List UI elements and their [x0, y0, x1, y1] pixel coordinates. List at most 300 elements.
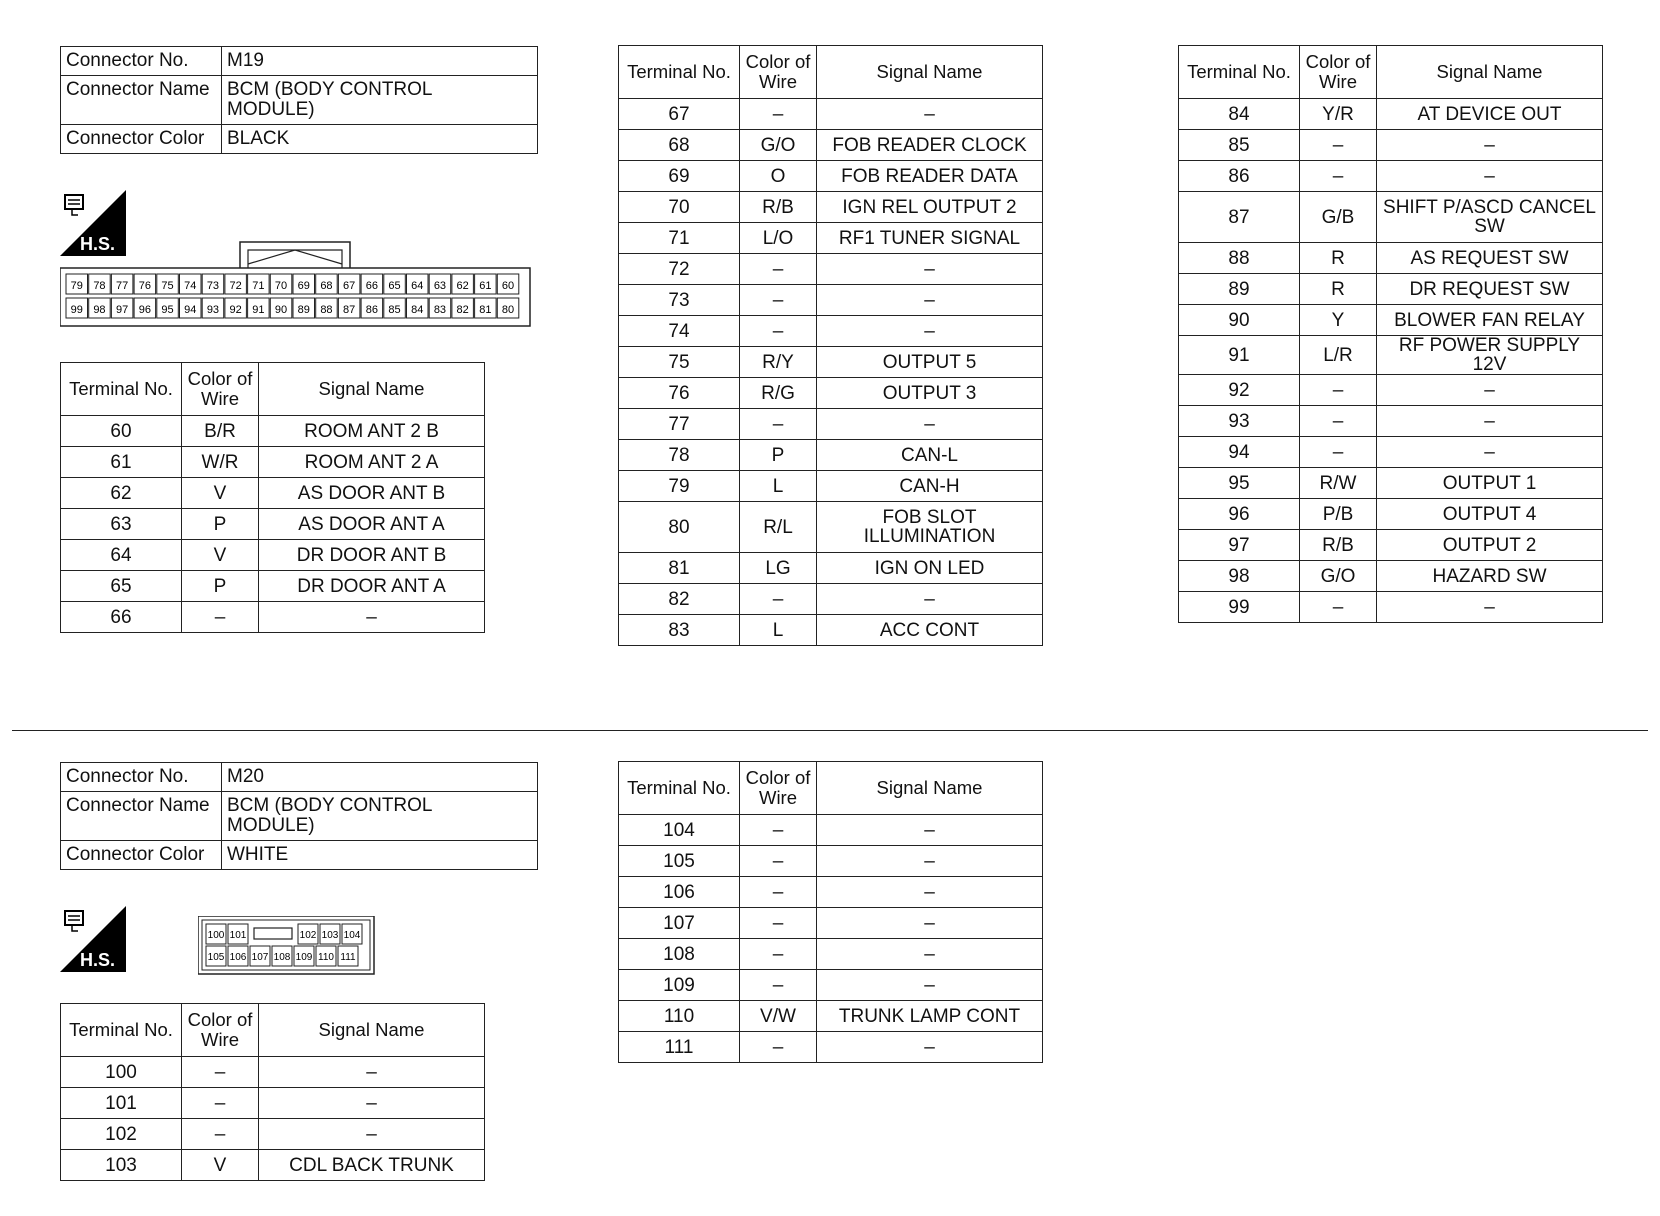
signal-name-cell: – [817, 316, 1043, 347]
wire-color-cell: – [740, 254, 817, 285]
color-of-wire-header: Color of Wire [182, 1004, 259, 1057]
terminal-no-cell: 85 [1179, 130, 1300, 161]
wire-color-cell: V/W [740, 1001, 817, 1032]
connector-pin-label: 72 [229, 280, 242, 292]
color-of-wire-header: Color of Wire [1300, 46, 1377, 99]
wire-color-cell: R/B [740, 192, 817, 223]
signal-name-cell: – [817, 1032, 1043, 1063]
signal-name-cell: ROOM ANT 2 A [259, 447, 485, 478]
signal-name-cell: – [1377, 437, 1603, 468]
wire-color-cell: – [1300, 161, 1377, 192]
terminal-no-cell: 100 [61, 1057, 182, 1088]
section-divider [12, 730, 1648, 731]
m19-terminal-table-2 [618, 45, 1043, 646]
svg-text:H.S.: H.S. [80, 234, 116, 254]
table-row [61, 540, 485, 571]
connector-pin-label: 71 [252, 280, 265, 292]
table-row [1179, 375, 1603, 406]
terminal-no-cell: 87 [1179, 192, 1300, 243]
connector-pin-label: 85 [388, 304, 401, 316]
m19-connector-info [60, 46, 538, 154]
wire-color-cell: L/O [740, 223, 817, 254]
signal-name-cell: – [259, 1119, 485, 1150]
signal-name-cell: AT DEVICE OUT [1377, 99, 1603, 130]
table-row [619, 502, 1043, 553]
terminal-no-cell: 75 [619, 347, 740, 378]
connector-pin-label: 102 [299, 930, 317, 941]
wire-color-cell: – [740, 285, 817, 316]
signal-name-cell: TRUNK LAMP CONT [817, 1001, 1043, 1032]
signal-name-cell: – [817, 877, 1043, 908]
signal-name-cell: ROOM ANT 2 B [259, 416, 485, 447]
terminal-no-cell: 66 [61, 602, 182, 633]
connector-pin-label: 105 [207, 952, 225, 963]
connector-pin-label: 60 [501, 280, 515, 292]
wire-color-cell: O [740, 161, 817, 192]
terminal-no-header: Terminal No. [61, 363, 182, 416]
wire-color-cell: R/W [1300, 468, 1377, 499]
terminal-no-cell: 108 [619, 939, 740, 970]
connector-name-value: BCM (BODY CONTROL MODULE) [222, 76, 538, 125]
wire-color-cell: – [740, 815, 817, 846]
terminal-no-cell: 69 [619, 161, 740, 192]
terminal-no-header: Terminal No. [619, 46, 740, 99]
terminal-no-cell: 84 [1179, 99, 1300, 130]
table-row [1179, 243, 1603, 274]
wire-color-cell: – [740, 846, 817, 877]
signal-name-cell: CDL BACK TRUNK [259, 1150, 485, 1181]
table-row [1179, 336, 1603, 375]
wire-color-cell: R [1300, 243, 1377, 274]
table-row [1179, 468, 1603, 499]
signal-name-cell: AS REQUEST SW [1377, 243, 1603, 274]
terminal-no-cell: 96 [1179, 499, 1300, 530]
signal-name-cell: – [817, 815, 1043, 846]
wire-color-cell: V [182, 540, 259, 571]
terminal-no-header: Terminal No. [619, 762, 740, 815]
signal-name-cell: – [817, 939, 1043, 970]
m19-connector-face [60, 240, 532, 335]
table-row [619, 254, 1043, 285]
terminal-no-cell: 88 [1179, 243, 1300, 274]
connector-pin-label: 84 [411, 304, 424, 316]
connector-color-value: WHITE [222, 841, 538, 870]
m19-info-table [60, 46, 538, 154]
connector-pin-label: 68 [320, 280, 333, 292]
connector-pin-label: 63 [433, 280, 447, 292]
terminal-table [1178, 45, 1603, 623]
terminal-table [60, 362, 485, 633]
connector-pin-label: 111 [340, 952, 356, 963]
connector-pin-label: 86 [365, 304, 378, 316]
terminal-no-cell: 89 [1179, 274, 1300, 305]
table-row [619, 316, 1043, 347]
connector-pin-label: 109 [295, 952, 313, 963]
table-row [619, 378, 1043, 409]
table-row [1179, 305, 1603, 336]
terminal-no-cell: 72 [619, 254, 740, 285]
table-row [619, 440, 1043, 471]
connector-no-value: M20 [222, 763, 538, 792]
terminal-no-cell: 80 [619, 502, 740, 553]
connector-name-label: Connector Name [61, 792, 222, 841]
m20-terminal-table-2 [618, 761, 1043, 1063]
color-of-wire-header: Color of Wire [740, 762, 817, 815]
signal-name-cell: IGN ON LED [817, 553, 1043, 584]
m19-terminal-table-3 [1178, 45, 1603, 623]
color-of-wire-header: Color of Wire [182, 363, 259, 416]
signal-name-cell: CAN-H [817, 471, 1043, 502]
signal-name-cell: RF1 TUNER SIGNAL [817, 223, 1043, 254]
connector-pin-label: 62 [456, 280, 469, 292]
table-row [619, 409, 1043, 440]
wire-color-cell: G/B [1300, 192, 1377, 243]
table-row [1179, 161, 1603, 192]
wire-color-cell: – [740, 409, 817, 440]
connector-pin-label: 77 [116, 280, 129, 292]
signal-name-cell: – [1377, 375, 1603, 406]
table-row [619, 970, 1043, 1001]
connector-pin-label: 103 [321, 930, 339, 941]
signal-name-cell: ACC CONT [817, 615, 1043, 646]
terminal-no-cell: 86 [1179, 161, 1300, 192]
connector-pin-label: 73 [206, 280, 220, 292]
terminal-no-cell: 78 [619, 440, 740, 471]
table-row [619, 615, 1043, 646]
connector-pin-label: 76 [138, 280, 151, 292]
signal-name-cell: – [259, 1088, 485, 1119]
terminal-no-cell: 70 [619, 192, 740, 223]
wire-color-cell: – [182, 1119, 259, 1150]
signal-name-cell: – [817, 409, 1043, 440]
connector-pin-label: 69 [297, 280, 310, 292]
wire-color-cell: – [1300, 130, 1377, 161]
signal-name-cell: – [817, 99, 1043, 130]
table-row [1179, 192, 1603, 243]
table-row [1179, 530, 1603, 561]
connector-pin-label: 106 [229, 952, 247, 963]
table-row [61, 571, 485, 602]
wire-color-cell: LG [740, 553, 817, 584]
wire-color-cell: L [740, 471, 817, 502]
terminal-no-cell: 104 [619, 815, 740, 846]
terminal-no-cell: 61 [61, 447, 182, 478]
connector-pin-label: 97 [116, 304, 129, 316]
signal-name-header: Signal Name [259, 363, 485, 416]
wire-color-cell: – [740, 908, 817, 939]
wire-color-cell: Y [1300, 305, 1377, 336]
terminal-no-cell: 101 [61, 1088, 182, 1119]
wire-color-cell: G/O [740, 130, 817, 161]
table-row [619, 99, 1043, 130]
wire-color-cell: – [740, 939, 817, 970]
connector-pin-label: 70 [274, 280, 288, 292]
table-row [619, 1001, 1043, 1032]
connector-pin-label: 94 [184, 304, 197, 316]
terminal-no-cell: 90 [1179, 305, 1300, 336]
terminal-no-header: Terminal No. [61, 1004, 182, 1057]
table-row [619, 130, 1043, 161]
table-row [619, 584, 1043, 615]
table-row [61, 1119, 485, 1150]
wire-color-cell: – [1300, 406, 1377, 437]
m20-connector-info [60, 762, 538, 870]
terminal-no-cell: 67 [619, 99, 740, 130]
wire-color-cell: – [740, 584, 817, 615]
connector-pin-label: 74 [184, 280, 197, 292]
terminal-no-cell: 97 [1179, 530, 1300, 561]
table-row [1179, 130, 1603, 161]
table-row [619, 223, 1043, 254]
table-row [619, 553, 1043, 584]
connector-pin-label: 66 [365, 280, 378, 292]
wire-color-cell: V [182, 1150, 259, 1181]
table-row [61, 416, 485, 447]
connector-no-value: M19 [222, 47, 538, 76]
terminal-no-cell: 98 [1179, 561, 1300, 592]
signal-name-cell: – [817, 254, 1043, 285]
connector-pin-label: 83 [433, 304, 447, 316]
signal-name-header: Signal Name [1377, 46, 1603, 99]
signal-name-cell: FOB READER DATA [817, 161, 1043, 192]
connector-pin-label: 79 [70, 280, 83, 292]
signal-name-cell: DR REQUEST SW [1377, 274, 1603, 305]
terminal-no-cell: 77 [619, 409, 740, 440]
signal-name-cell: – [1377, 130, 1603, 161]
terminal-table [618, 761, 1043, 1063]
wire-color-cell: – [1300, 375, 1377, 406]
wire-color-cell: – [740, 316, 817, 347]
connector-pin-label: 80 [501, 304, 515, 316]
signal-name-cell: OUTPUT 5 [817, 347, 1043, 378]
terminal-no-cell: 103 [61, 1150, 182, 1181]
wire-color-cell: – [740, 99, 817, 130]
connector-pin-label: 87 [343, 304, 356, 316]
connector-pin-label: 107 [251, 952, 269, 963]
wire-color-cell: B/R [182, 416, 259, 447]
table-row [61, 1150, 485, 1181]
wire-color-cell: – [182, 1057, 259, 1088]
color-of-wire-header: Color of Wire [740, 46, 817, 99]
terminal-no-cell: 82 [619, 584, 740, 615]
connector-no-label: Connector No. [61, 763, 222, 792]
table-row [61, 447, 485, 478]
terminal-no-cell: 60 [61, 416, 182, 447]
signal-name-cell: AS DOOR ANT B [259, 478, 485, 509]
signal-name-cell: DR DOOR ANT B [259, 540, 485, 571]
terminal-no-cell: 111 [619, 1032, 740, 1063]
wire-color-cell: – [740, 970, 817, 1001]
connector-pin-label: 75 [161, 280, 174, 292]
connector-color-label: Connector Color [61, 841, 222, 870]
terminal-no-cell: 93 [1179, 406, 1300, 437]
signal-name-cell: – [817, 908, 1043, 939]
table-row [61, 509, 485, 540]
table-row [1179, 99, 1603, 130]
signal-name-cell: – [259, 1057, 485, 1088]
connector-no-label: Connector No. [61, 47, 222, 76]
signal-name-cell: AS DOOR ANT A [259, 509, 485, 540]
connector-pin-label: 110 [318, 952, 334, 963]
table-row [61, 1088, 485, 1119]
table-row [61, 602, 485, 633]
table-row [619, 285, 1043, 316]
connector-name-value: BCM (BODY CONTROL MODULE) [222, 792, 538, 841]
wire-color-cell: V [182, 478, 259, 509]
wire-color-cell: P [182, 509, 259, 540]
m20-info-table [60, 762, 538, 870]
table-row [1179, 437, 1603, 468]
wire-color-cell: P [740, 440, 817, 471]
connector-pin-label: 61 [479, 280, 492, 292]
wire-color-cell: – [1300, 592, 1377, 623]
table-row [619, 471, 1043, 502]
signal-name-cell: OUTPUT 2 [1377, 530, 1603, 561]
table-row [61, 1057, 485, 1088]
m19-terminal-table-1 [60, 362, 485, 633]
connector-pin-label: 89 [297, 304, 310, 316]
table-row [1179, 406, 1603, 437]
signal-name-cell: – [1377, 592, 1603, 623]
signal-name-cell: CAN-L [817, 440, 1043, 471]
signal-name-cell: – [817, 584, 1043, 615]
signal-name-cell: – [817, 970, 1043, 1001]
terminal-table [618, 45, 1043, 646]
connector-pin-label: 90 [274, 304, 288, 316]
terminal-no-cell: 62 [61, 478, 182, 509]
table-row [619, 846, 1043, 877]
terminal-no-cell: 83 [619, 615, 740, 646]
terminal-no-cell: 79 [619, 471, 740, 502]
table-row [619, 939, 1043, 970]
connector-pin-label: 100 [207, 930, 225, 941]
table-row [619, 347, 1043, 378]
table-row [1179, 499, 1603, 530]
connector-color-label: Connector Color [61, 125, 222, 154]
signal-name-cell: FOB SLOT ILLUMINATION [817, 502, 1043, 553]
terminal-no-cell: 73 [619, 285, 740, 316]
terminal-no-cell: 74 [619, 316, 740, 347]
table-row [619, 908, 1043, 939]
table-row [1179, 592, 1603, 623]
terminal-no-cell: 106 [619, 877, 740, 908]
signal-name-cell: – [1377, 406, 1603, 437]
signal-name-cell: OUTPUT 3 [817, 378, 1043, 409]
wire-color-cell: – [740, 1032, 817, 1063]
terminal-no-cell: 95 [1179, 468, 1300, 499]
connector-pin-label: 92 [229, 304, 242, 316]
terminal-no-cell: 71 [619, 223, 740, 254]
connector-pin-label: 108 [273, 952, 291, 963]
wire-color-cell: P/B [1300, 499, 1377, 530]
terminal-no-cell: 105 [619, 846, 740, 877]
terminal-no-cell: 110 [619, 1001, 740, 1032]
wire-color-cell: R/B [1300, 530, 1377, 561]
signal-name-header: Signal Name [259, 1004, 485, 1057]
table-row [61, 478, 485, 509]
wire-color-cell: R/Y [740, 347, 817, 378]
connector-pin-label: 101 [229, 930, 247, 941]
m20-connector-face [198, 916, 376, 981]
terminal-no-cell: 99 [1179, 592, 1300, 623]
signal-name-cell: – [817, 285, 1043, 316]
wire-color-cell: Y/R [1300, 99, 1377, 130]
terminal-no-header: Terminal No. [1179, 46, 1300, 99]
wire-color-cell: – [740, 877, 817, 908]
svg-text:H.S.: H.S. [80, 950, 116, 970]
wire-color-cell: R/G [740, 378, 817, 409]
connector-pin-label: 67 [343, 280, 356, 292]
connector-pin-label: 88 [320, 304, 333, 316]
signal-name-cell: SHIFT P/ASCD CANCEL SW [1377, 192, 1603, 243]
signal-name-header: Signal Name [817, 46, 1043, 99]
m20-terminal-table-1 [60, 1003, 485, 1181]
signal-name-cell: IGN REL OUTPUT 2 [817, 192, 1043, 223]
signal-name-cell: OUTPUT 4 [1377, 499, 1603, 530]
terminal-no-cell: 109 [619, 970, 740, 1001]
wire-color-cell: P [182, 571, 259, 602]
wire-color-cell: – [182, 1088, 259, 1119]
signal-name-cell: FOB READER CLOCK [817, 130, 1043, 161]
connector-pin-label: 99 [70, 304, 83, 316]
connector-pin-label: 91 [252, 304, 265, 316]
terminal-no-cell: 65 [61, 571, 182, 602]
wire-color-cell: L/R [1300, 336, 1377, 375]
terminal-table [60, 1003, 485, 1181]
table-row [619, 192, 1043, 223]
terminal-no-cell: 68 [619, 130, 740, 161]
terminal-no-cell: 91 [1179, 336, 1300, 375]
table-row [619, 877, 1043, 908]
signal-name-cell: – [817, 846, 1043, 877]
connector-pin-label: 78 [93, 280, 106, 292]
terminal-no-cell: 63 [61, 509, 182, 540]
signal-name-cell: OUTPUT 1 [1377, 468, 1603, 499]
wire-color-cell: W/R [182, 447, 259, 478]
wire-color-cell: L [740, 615, 817, 646]
terminal-no-cell: 92 [1179, 375, 1300, 406]
signal-name-cell: BLOWER FAN RELAY [1377, 305, 1603, 336]
wire-color-cell: – [182, 602, 259, 633]
wire-color-cell: G/O [1300, 561, 1377, 592]
terminal-no-cell: 76 [619, 378, 740, 409]
harness-side-icon [60, 906, 126, 972]
table-row [619, 1032, 1043, 1063]
table-row [1179, 274, 1603, 305]
connector-pin-label: 96 [138, 304, 151, 316]
signal-name-cell: DR DOOR ANT A [259, 571, 485, 602]
connector-name-label: Connector Name [61, 76, 222, 125]
connector-pin-label: 104 [343, 930, 361, 941]
signal-name-cell: – [259, 602, 485, 633]
wire-color-cell: R/L [740, 502, 817, 553]
connector-pin-label: 65 [388, 280, 401, 292]
connector-pin-label: 98 [93, 304, 106, 316]
connector-pin-label: 81 [479, 304, 492, 316]
table-row [1179, 561, 1603, 592]
terminal-no-cell: 81 [619, 553, 740, 584]
signal-name-cell: – [1377, 161, 1603, 192]
signal-name-header: Signal Name [817, 762, 1043, 815]
signal-name-cell: HAZARD SW [1377, 561, 1603, 592]
table-row [619, 161, 1043, 192]
connector-pin-label: 64 [411, 280, 424, 292]
table-row [619, 815, 1043, 846]
wire-color-cell: R [1300, 274, 1377, 305]
terminal-no-cell: 107 [619, 908, 740, 939]
terminal-no-cell: 102 [61, 1119, 182, 1150]
connector-pin-label: 82 [456, 304, 469, 316]
